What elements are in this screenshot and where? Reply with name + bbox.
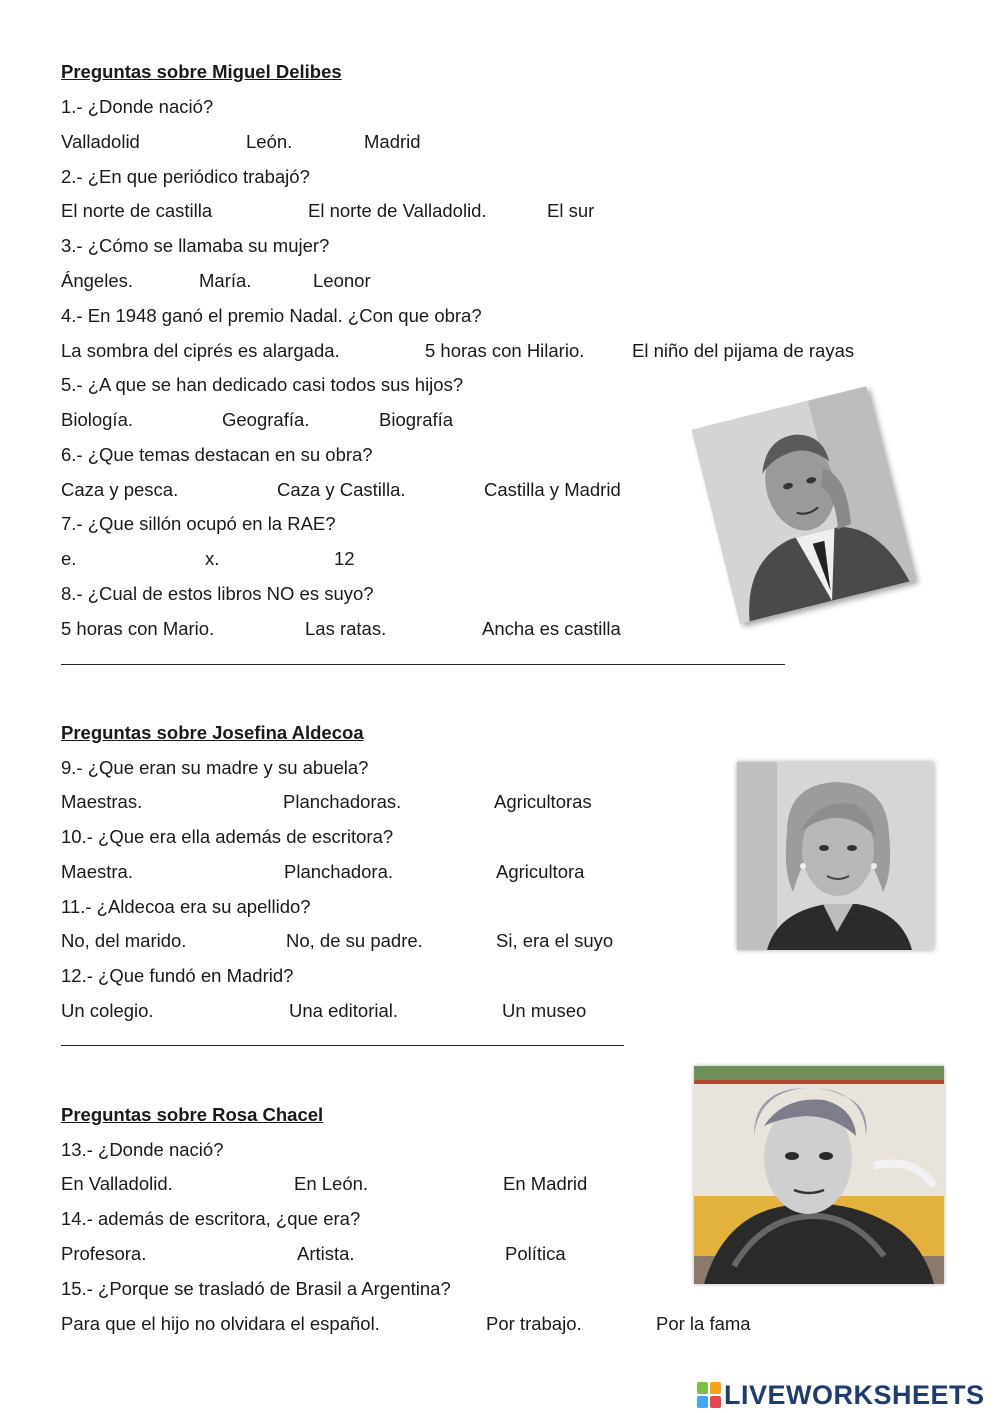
q13-option-c[interactable]: En Madrid	[503, 1173, 588, 1194]
q5-option-b[interactable]: Geografía.	[222, 409, 310, 430]
question-7: 7.- ¿Que sillón ocupó en la RAE?	[61, 513, 336, 534]
chacel-mural-photo	[694, 1066, 944, 1284]
q6-option-b[interactable]: Caza y Castilla.	[277, 479, 406, 500]
q7-option-c[interactable]: 12	[334, 548, 355, 569]
question-5: 5.- ¿A que se han dedicado casi todos sus hijos?	[61, 374, 464, 395]
q9-option-b[interactable]: Planchadoras.	[283, 791, 402, 812]
delibes-photo	[691, 386, 914, 624]
q5-option-c[interactable]: Biografía	[379, 409, 454, 430]
q10-option-a[interactable]: Maestra.	[61, 861, 133, 882]
q15-option-b[interactable]: Por trabajo.	[486, 1313, 582, 1334]
q15-option-a[interactable]: Para que el hijo no olvidara el español.	[61, 1313, 380, 1334]
aldecoa-photo	[737, 762, 934, 950]
q13-option-b[interactable]: En León.	[294, 1173, 369, 1194]
q1-option-b[interactable]: León.	[246, 131, 293, 152]
q11-option-c[interactable]: Si, era el suyo	[496, 930, 614, 951]
section-divider	[61, 664, 785, 665]
portrait-man-illustration	[691, 386, 914, 624]
q10-option-b[interactable]: Planchadora.	[284, 861, 394, 882]
q4-option-c[interactable]: El niño del pijama de rayas	[632, 340, 855, 361]
q8-option-b[interactable]: Las ratas.	[305, 618, 387, 639]
question-13: 13.- ¿Donde nació?	[61, 1139, 224, 1160]
q13-option-a[interactable]: En Valladolid.	[61, 1173, 173, 1194]
q1-option-c[interactable]: Madrid	[364, 131, 421, 152]
question-15: 15.- ¿Porque se trasladó de Brasil a Argentina?	[61, 1278, 451, 1299]
question-9: 9.- ¿Que eran su madre y su abuela?	[61, 757, 369, 778]
q9-option-a[interactable]: Maestras.	[61, 791, 143, 812]
q4-option-b[interactable]: 5 horas con Hilario.	[425, 340, 585, 361]
q11-option-a[interactable]: No, del marido.	[61, 930, 187, 951]
q12-option-c[interactable]: Un museo	[502, 1000, 587, 1021]
logo-text: LIVEWORKSHEETS	[724, 1379, 985, 1410]
q14-option-c[interactable]: Política	[505, 1243, 566, 1264]
q2-option-b[interactable]: El norte de Valladolid.	[308, 200, 487, 221]
q2-option-c[interactable]: El sur	[547, 200, 595, 221]
q3-option-a[interactable]: Ángeles.	[61, 270, 133, 291]
q12-option-b[interactable]: Una editorial.	[289, 1000, 399, 1021]
q10-option-c[interactable]: Agricultora	[496, 861, 585, 882]
question-6: 6.- ¿Que temas destacan en su obra?	[61, 444, 373, 465]
q5-option-a[interactable]: Biología.	[61, 409, 133, 430]
q7-option-b[interactable]: x.	[205, 548, 220, 569]
q9-option-c[interactable]: Agricultoras	[494, 791, 592, 812]
q8-option-c[interactable]: Ancha es castilla	[482, 618, 621, 639]
section-heading-delibes: Preguntas sobre Miguel Delibes	[61, 61, 342, 82]
liveworksheets-icon	[697, 1382, 721, 1408]
portrait-woman-illustration	[737, 762, 934, 950]
q7-option-a[interactable]: e.	[61, 548, 77, 569]
question-2: 2.- ¿En que periódico trabajó?	[61, 166, 310, 187]
q14-option-a[interactable]: Profesora.	[61, 1243, 147, 1264]
question-4: 4.- En 1948 ganó el premio Nadal. ¿Con que obra?	[61, 305, 482, 326]
mural-illustration	[694, 1066, 944, 1284]
q2-option-a[interactable]: El norte de castilla	[61, 200, 213, 221]
question-3: 3.- ¿Cómo se llamaba su mujer?	[61, 235, 330, 256]
question-14: 14.- además de escritora, ¿que era?	[61, 1208, 361, 1229]
question-10: 10.- ¿Que era ella además de escritora?	[61, 826, 394, 847]
section-heading-chacel: Preguntas sobre Rosa Chacel	[61, 1104, 324, 1125]
q6-option-c[interactable]: Castilla y Madrid	[484, 479, 621, 500]
q15-option-c[interactable]: Por la fama	[656, 1313, 751, 1334]
section-divider	[61, 1045, 624, 1046]
q3-option-c[interactable]: Leonor	[313, 270, 371, 291]
q14-option-b[interactable]: Artista.	[297, 1243, 355, 1264]
q4-option-a[interactable]: La sombra del ciprés es alargada.	[61, 340, 340, 361]
liveworksheets-logo	[697, 1378, 985, 1412]
question-11: 11.- ¿Aldecoa era su apellido?	[61, 896, 311, 917]
section-heading-aldecoa: Preguntas sobre Josefina Aldecoa	[61, 722, 364, 743]
question-8: 8.- ¿Cual de estos libros NO es suyo?	[61, 583, 374, 604]
q3-option-b[interactable]: María.	[199, 270, 252, 291]
q1-option-a[interactable]: Valladolid	[61, 131, 140, 152]
q6-option-a[interactable]: Caza y pesca.	[61, 479, 179, 500]
q12-option-a[interactable]: Un colegio.	[61, 1000, 154, 1021]
q8-option-a[interactable]: 5 horas con Mario.	[61, 618, 215, 639]
q11-option-b[interactable]: No, de su padre.	[286, 930, 423, 951]
question-12: 12.- ¿Que fundó en Madrid?	[61, 965, 294, 986]
question-1: 1.- ¿Donde nació?	[61, 96, 214, 117]
